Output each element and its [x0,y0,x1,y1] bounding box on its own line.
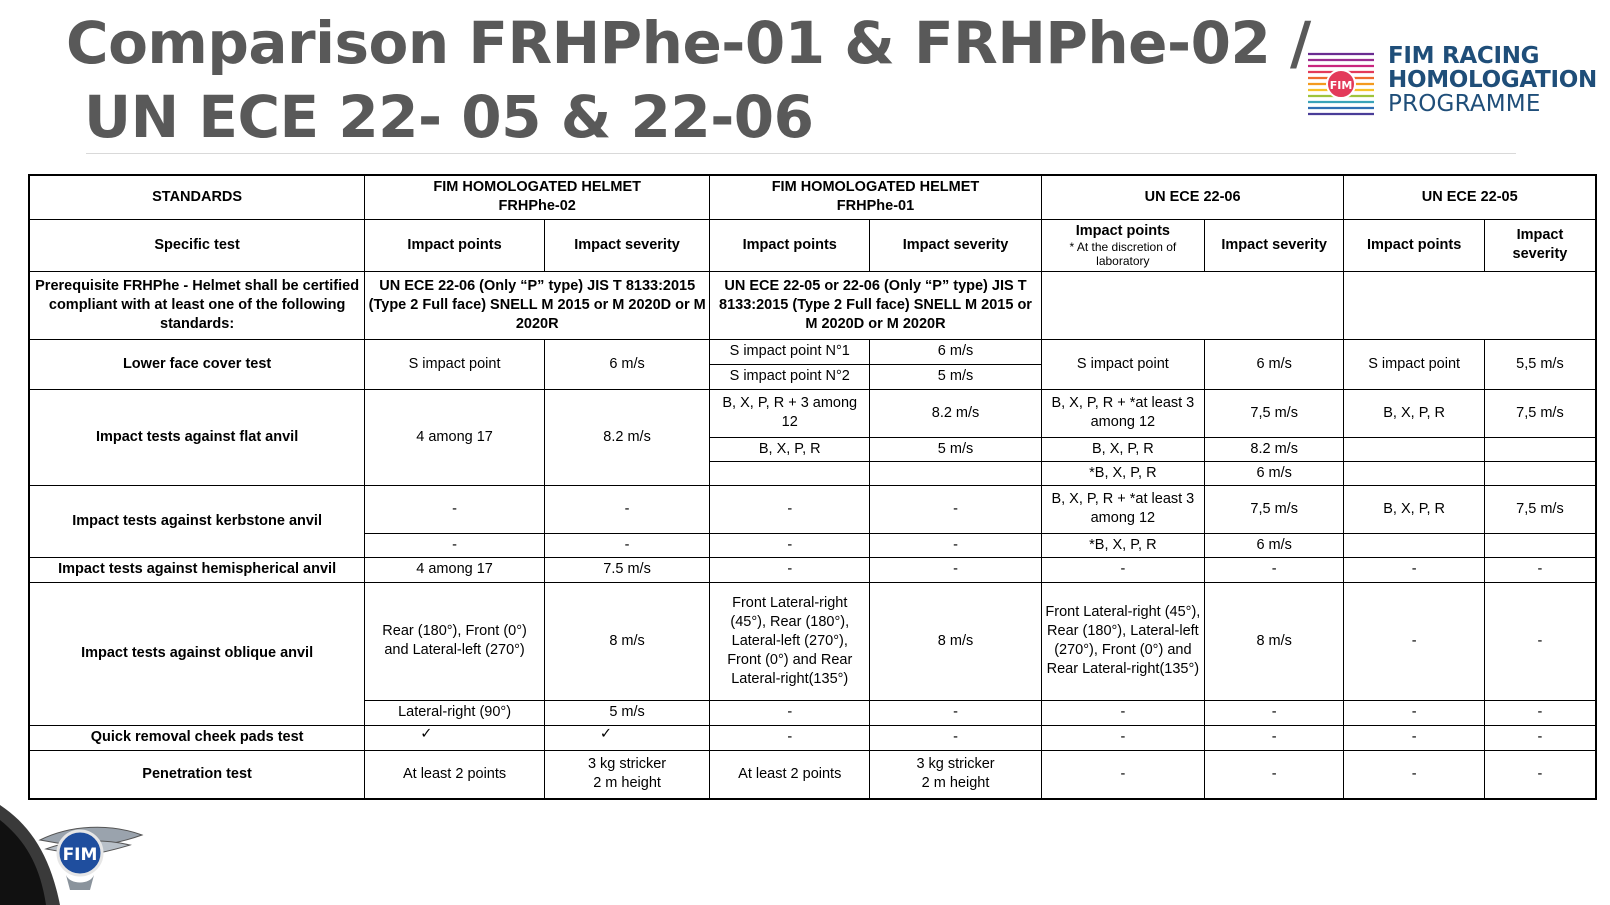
cell-value: B, X, P, R + *at least 3 among 12 [1041,485,1204,533]
cell-value: 7,5 m/s [1204,389,1343,437]
header-ece2205-points: Impact points [1344,219,1484,271]
title-divider [86,153,1516,154]
cell-dash: - [1041,750,1204,799]
cell-dash: - [1484,700,1596,725]
cell-empty [1344,437,1484,461]
cell-value-line: 3 kg stricker [916,756,995,773]
cell-empty [1344,533,1484,557]
cell-value: Front Lateral-right (45°), Rear (180°), Lateral-left (270°), Front (0°) and Rear Lateral-right(135°) [710,582,870,700]
header-ece2205-severity: Impact severity [1484,219,1596,271]
cell-dash: - [1041,557,1204,582]
cell-value: 6 m/s [1204,339,1343,389]
cell-dash: - [1344,582,1484,700]
check-icon: ✓ [365,725,545,750]
cell-dash: - [1344,700,1484,725]
check-icon: ✓ [544,725,709,750]
header-standards: STANDARDS [29,175,365,219]
cell-value: 8 m/s [870,582,1041,700]
cell-value: B, X, P, R [1344,485,1484,533]
header-frhphe02-line2: FRHPhe-02 [498,198,576,215]
cell-value: At least 2 points [365,750,545,799]
cell-value: 5 m/s [544,700,709,725]
cell-dash: - [365,533,545,557]
cell-dash: - [1344,750,1484,799]
cell-value: 7,5 m/s [1484,485,1596,533]
logo-line-3: PROGRAMME [1388,91,1541,117]
cell-value [870,750,1041,799]
cell-dash: - [710,557,870,582]
table-row-lower-face [29,339,1596,364]
logo-emblem-text: FIM [1329,79,1353,92]
cell-empty [1484,437,1596,461]
cell-value: B, X, P, R [1041,437,1204,461]
header-ece2206: UN ECE 22-06 [1041,175,1344,219]
cell-empty [870,461,1041,485]
cell-value: *B, X, P, R [1041,533,1204,557]
cell-value-line: 3 kg stricker [587,756,667,773]
row-label-hemispherical: Impact tests against hemispherical anvil [29,557,365,582]
title-line-2: UN ECE 22- 05 & 22-06 [84,83,814,151]
cell-dash: - [1204,750,1343,799]
logo-wordmark [1388,44,1597,116]
cell-value: 6 m/s [544,339,709,389]
cell-value: S impact point [1344,339,1484,389]
table-row-penetration [29,750,1596,799]
logo-line-2: HOMOLOGATION [1388,67,1597,93]
row-label-penetration: Penetration test [29,750,365,799]
fim-corner-logo [0,785,150,905]
cell-value: 7,5 m/s [1204,485,1343,533]
cell-dash: - [870,485,1041,533]
table-row-prerequisite [29,271,1596,339]
cell-value: 8.2 m/s [870,389,1041,437]
row-label-prerequisite: Prerequisite FRHPhe - Helmet shall be certified compliant with at least one of the following standards: [29,271,365,339]
prereq-frhphe01: UN ECE 22-05 or 22-06 (Only “P” type) JIS T 8133:2015 (Type 2 Full face) SNELL M 2015 or M 2020D or M 2020R [710,271,1042,339]
cell-dash: - [1484,750,1596,799]
cell-value-line: 2 m height [593,775,661,792]
header-ece2206-points [1041,219,1204,271]
cell-dash: - [1041,700,1204,725]
row-label-flat-anvil: Impact tests against flat anvil [29,389,365,485]
cell-dash: - [710,725,870,750]
table-header-row [29,175,1596,219]
cell-value: 5,5 m/s [1484,339,1596,389]
logo-line-1: FIM RACING [1388,43,1540,69]
header-frhphe01 [710,175,1042,219]
cell-value: 5 m/s [870,437,1041,461]
cell-value: At least 2 points [710,750,870,799]
cell-value: 8.2 m/s [544,389,709,485]
cell-value-line: 2 m height [921,775,990,792]
cell-value: Lateral-right (90°) [365,700,545,725]
header-frhphe01-severity: Impact severity [870,219,1041,271]
header-frhphe02-severity: Impact severity [544,219,709,271]
header-specific-test: Specific test [29,219,365,271]
cell-value: S impact point [365,339,545,389]
header-ece2205: UN ECE 22-05 [1344,175,1596,219]
page-title [66,6,1311,154]
cell-dash: - [1204,700,1343,725]
cell-dash: - [544,485,709,533]
cell-dash: - [1204,725,1343,750]
header-frhphe02 [365,175,710,219]
cell-dash: - [870,725,1041,750]
table-row-cheek-pads [29,725,1596,750]
row-label-kerbstone: Impact tests against kerbstone anvil [29,485,365,557]
cell-empty [1484,461,1596,485]
cell-dash: - [870,533,1041,557]
header-frhphe01-points: Impact points [710,219,870,271]
cell-value: B, X, P, R [1344,389,1484,437]
cell-empty [1484,533,1596,557]
cell-dash: - [365,485,545,533]
table-row-oblique [29,582,1596,700]
cell-value: S impact point N°1 [710,339,870,364]
cell-value: 5 m/s [870,364,1041,389]
title-line-1: Comparison FRHPhe-01 & FRHPhe-02 / [66,9,1311,77]
prereq-ece2206 [1041,271,1344,339]
cell-value: B, X, P, R [710,437,870,461]
cell-value: 4 among 17 [365,389,545,485]
header-frhphe01-line2: FRHPhe-01 [836,198,915,215]
cell-value: 8 m/s [544,582,709,700]
fim-striped-logo-icon [1306,48,1376,118]
cell-dash: - [870,700,1041,725]
header-ece2206-points-label: Impact points [1075,222,1170,239]
header-frhphe02-line1: FIM HOMOLOGATED HELMET [433,179,641,196]
cell-value: 4 among 17 [365,557,545,582]
cell-value: Rear (180°), Front (0°) and Lateral-left (270°) [365,582,545,700]
table-row-hemispherical [29,557,1596,582]
cell-value: 6 m/s [1204,461,1343,485]
header-ece2206-severity: Impact severity [1204,219,1343,271]
cell-dash: - [870,557,1041,582]
header-ece2206-points-note: * At the discretion of laboratory [1069,239,1177,268]
fim-racing-logo [1306,44,1606,124]
cell-value: S impact point [1041,339,1204,389]
cell-dash: - [710,533,870,557]
cell-value: 7.5 m/s [544,557,709,582]
cell-value: 6 m/s [870,339,1041,364]
cell-value [544,750,709,799]
comparison-table [28,174,1597,800]
cell-value: 8.2 m/s [1204,437,1343,461]
cell-dash: - [544,533,709,557]
row-label-cheek-pads: Quick removal cheek pads test [29,725,365,750]
cell-dash: - [1041,725,1204,750]
corner-emblem-text: FIM [62,845,98,865]
cell-dash: - [1484,725,1596,750]
cell-dash: - [1484,557,1596,582]
table-row-kerbstone [29,485,1596,533]
cell-dash: - [710,485,870,533]
cell-dash: - [1484,582,1596,700]
header-frhphe01-line1: FIM HOMOLOGATED HELMET [771,179,980,196]
cell-value: 7,5 m/s [1484,389,1596,437]
cell-dash: - [1344,557,1484,582]
row-label-lower-face: Lower face cover test [29,339,365,389]
cell-value: 6 m/s [1204,533,1343,557]
cell-value: S impact point N°2 [710,364,870,389]
row-label-oblique: Impact tests against oblique anvil [29,582,365,725]
cell-empty [1344,461,1484,485]
cell-value: 8 m/s [1204,582,1343,700]
prereq-frhphe02: UN ECE 22-06 (Only “P” type) JIS T 8133:2015 (Type 2 Full face) SNELL M 2015 or M 2020D or M 2020R [365,271,710,339]
table-subheader-row [29,219,1596,271]
cell-empty [710,461,870,485]
cell-value: B, X, P, R + 3 among 12 [710,389,870,437]
cell-dash: - [1344,725,1484,750]
cell-value: B, X, P, R + *at least 3 among 12 [1041,389,1204,437]
cell-dash: - [710,700,870,725]
prereq-ece2205 [1344,271,1596,339]
cell-dash: - [1204,557,1343,582]
header-frhphe02-points: Impact points [365,219,545,271]
table-row-flat-anvil [29,389,1596,437]
cell-value: *B, X, P, R [1041,461,1204,485]
cell-value: Front Lateral-right (45°), Rear (180°), Lateral-left (270°), Front (0°) and Rear Lateral-right(135°) [1041,582,1204,700]
